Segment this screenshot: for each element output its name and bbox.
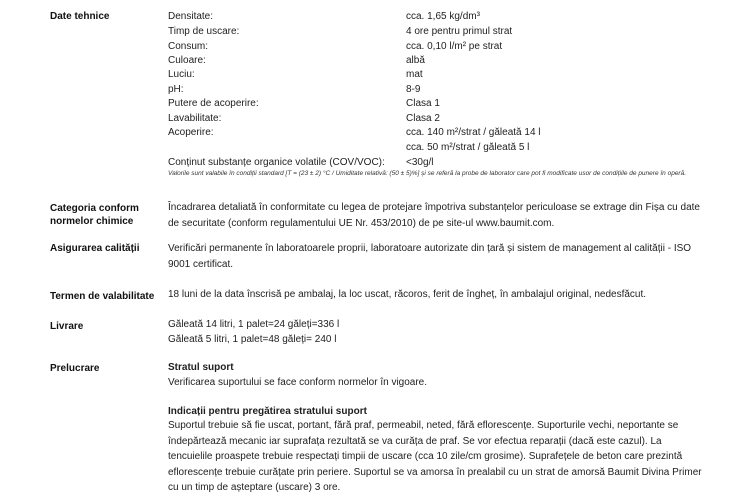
section-label-date-tehnice: Date tehnice (50, 11, 110, 22)
tech-row-name: Consum: (168, 41, 209, 52)
section-label-asigurarea: Asigurarea calității (50, 243, 140, 254)
tech-row-name: Putere de acoperire: (168, 98, 259, 109)
section-label-termen: Termen de valabilitate (50, 291, 155, 302)
tech-row-value: cca. 140 m²/strat / găleată 14 l (406, 127, 541, 138)
tech-row-value: Clasa 2 (406, 113, 440, 124)
prelucrare-text-indicatii: Suportul trebuie să fie uscat, portant, fără praf, permeabil, neted, fără eflorescențe. Suporturile vechi, neportante se îndepărtează mecanic iar suprafața rezultată se va curăța de praf. Se vor efectua reparații (dacă este cazul). La tencuielile proaspete trebuie respectați timpii de uscare (cca 10 zile/cm grosime). Suprafețele de beton care prezintă eflorescențe trebuie curățate prin periere. Suportul se va amorsa în prealabil cu un strat de amorsă Baumit Divina Primer cu un timp de așteptare (uscare) 3 ore. (168, 420, 702, 493)
tech-row-value: 4 ore pentru primul strat (406, 26, 513, 37)
tech-row-value: mat (406, 69, 423, 80)
tech-row-name: Conținut substanțe organice volatile (COV/VOC): (168, 157, 385, 168)
livrare-line-2: Găleată 5 litri, 1 palet=48 găleți= 240 l (168, 334, 337, 345)
technical-data-note: Valorile sunt valabile în condiții standard [T = (23 ± 2) °C / Umiditate relativă: (50 ± 5)%] și se referă la probe de laborator care pot fi modificate usor de condițiile de punere în operă. (168, 170, 687, 177)
livrare-line-1: Găleată 14 litri, 1 palet=24 găleți=336 l (168, 319, 340, 330)
section-label-prelucrare: Prelucrare (50, 363, 100, 374)
section-label-categoria-line2: normelor chimice (50, 216, 134, 227)
tech-row-name: Densitate: (168, 11, 214, 22)
tech-row-value: cca. 0,10 l/m² pe strat (406, 41, 503, 52)
section-label-categoria-line1: Categoria conform (50, 203, 139, 214)
asigurarea-text: Verificări permanente în laboratoarele proprii, laboratoare autorizate din țară și sistem de management al calității - ISO 9001 certificat. (168, 243, 692, 270)
prelucrare-heading-stratul-suport: Stratul suport (168, 362, 234, 373)
tech-row-value: cca. 1,65 kg/dm³ (406, 11, 480, 22)
section-label-livrare: Livrare (50, 321, 84, 332)
termen-text: 18 luni de la data înscrisă pe ambalaj, la loc uscat, răcoros, ferit de îngheț, în ambalajul original, nedesfăcut. (168, 289, 647, 300)
tech-row-name: pH: (168, 84, 184, 95)
prelucrare-heading-indicatii: Indicații pentru pregătirea stratului suport (168, 406, 367, 417)
tech-row-name: Lavabilitate: (168, 113, 222, 124)
tech-row-value: cca. 50 m²/strat / găleată 5 l (406, 142, 530, 153)
tech-row-value: 8-9 (406, 84, 421, 95)
prelucrare-text-verificare: Verificarea suportului se face conform normelor în vigoare. (168, 377, 428, 388)
tech-row-name: Timp de uscare: (168, 26, 240, 37)
categoria-text: Încadrarea detaliată în conformitate cu legea de protejare împotriva substanțelor periculoase se extrage din Fișa cu date de securitate (conform regulamentului UE Nr. 453/2010) de pe site-ul www.baumit.com. (168, 202, 700, 229)
tech-row-value: <30g/l (406, 157, 434, 168)
tech-row-value: albă (406, 55, 425, 66)
tech-row-name: Luciu: (168, 69, 195, 80)
tech-row-value: Clasa 1 (406, 98, 440, 109)
tech-row-name: Acoperire: (168, 127, 214, 138)
tech-row-name: Culoare: (168, 55, 206, 66)
